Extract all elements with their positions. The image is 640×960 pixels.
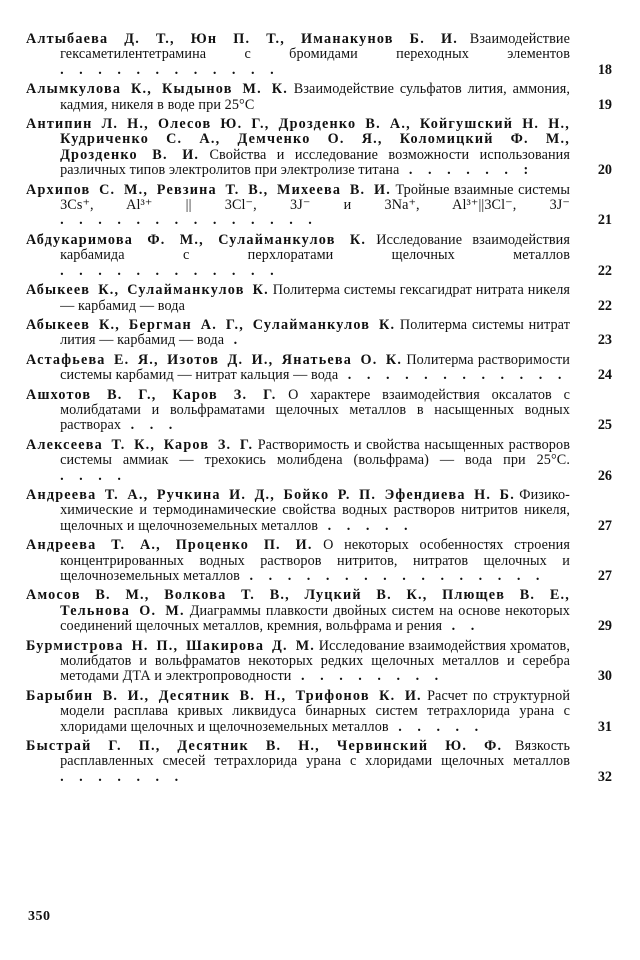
dot-leader: . . . . xyxy=(60,467,127,484)
dot-leader: . . . . . . . xyxy=(60,768,185,785)
toc-entry xyxy=(26,353,612,384)
entry-authors: Абдукаримова Ф. М., Сулайманкулов К. xyxy=(26,231,367,248)
entry-title: Расчет по структурной модели расплава кривых ликвидуса бинарных систем тетрахлорида урана с хлоридами щелочных и щелочноземельных металлов xyxy=(60,687,571,735)
toc-entry xyxy=(26,283,612,314)
entry-title: Взаимодействие сульфатов лития, аммония, кадмия, никеля в воде при 25°С xyxy=(60,81,571,113)
entry-title: Тройные взаимные системы 3Cs⁺, Al³⁺ || 3Cl⁻, 3J⁻ и 3Na⁺, Al³⁺||3Cl⁻, 3J⁻ xyxy=(60,181,570,214)
toc-entry-text xyxy=(26,353,570,384)
entry-page-number: 32 xyxy=(597,768,612,785)
entry-title: Исследование взаимодействия хроматов, молибдатов и вольфраматов некоторых редких щелочных металлов и серебра методами ДТА и электропроводности xyxy=(60,637,570,685)
toc-entry-text xyxy=(26,183,570,229)
entry-page-number: 24 xyxy=(597,367,612,384)
entry-authors: Антипин Л. Н., Олесов Ю. Г., Дрозденко В. А., Койгушский Н. Н., Кудриченко С. А., Демченко О. Я., Коломицкий Ф. М., Дрозденко В. И. xyxy=(26,116,570,163)
entry-authors: Амосов В. М., Волкова Т. В., Луцкий В. К., Плющев В. Е., Тельнова О. М. xyxy=(26,587,570,619)
dot-leader: . xyxy=(224,332,244,349)
toc-entry xyxy=(26,538,612,584)
dot-leader: . . xyxy=(442,618,481,635)
dot-leader: . . . xyxy=(121,417,179,434)
entry-page-number: 29 xyxy=(597,618,612,635)
toc-entry-text xyxy=(26,538,570,584)
toc-entry xyxy=(26,739,612,785)
entry-title: Свойства и исследование возможности использования различных типов электролитов при электролизе титана xyxy=(60,146,571,179)
toc-entry xyxy=(26,233,612,279)
toc-entry xyxy=(26,318,612,349)
entry-page-number: 19 xyxy=(597,96,612,113)
entry-authors: Бурмистрова Н. П., Шакирова Д. М. xyxy=(26,637,316,654)
toc-entry-text xyxy=(26,117,570,179)
dot-leader: . . . . . . : xyxy=(399,162,535,179)
toc-entry xyxy=(26,639,612,685)
entry-authors: Архипов С. М., Ревзина Т. В., Михеева В. И. xyxy=(26,181,391,198)
dot-leader: . . . . . . . . . . . . . . xyxy=(60,212,318,229)
dot-leader: . . . . . . . . . . . . xyxy=(60,262,280,279)
entry-page-number: 22 xyxy=(597,297,612,314)
entry-authors: Алтыбаева Д. Т., Юн П. Т., Иманакунов Б. И. xyxy=(26,31,458,47)
toc-entry xyxy=(26,82,612,113)
entry-title: Политерма системы нитрат лития — карбамид — вода xyxy=(60,316,570,349)
table-of-contents xyxy=(26,32,612,789)
toc-entry xyxy=(26,488,612,534)
dot-leader: . . . . . . . . . . . . . . . . xyxy=(239,568,546,584)
toc-entry-text xyxy=(26,689,570,735)
entry-title: Политерма растворимости системы карбамид — нитрат кальция — вода xyxy=(60,351,571,384)
entry-title: Исследование взаимодействия карбамида с перхлоратами щелочных металлов xyxy=(60,231,570,264)
entry-authors: Абыкеев К., Бергман А. Г., Сулайманкулов К. xyxy=(26,316,396,333)
dot-leader: . . . . . . . . . . . . xyxy=(60,61,280,78)
entry-page-number: 18 xyxy=(597,61,612,78)
entry-page-number: 23 xyxy=(597,332,612,349)
entry-page-number: 25 xyxy=(597,417,612,434)
toc-entry-text xyxy=(26,438,570,484)
entry-page-number: 27 xyxy=(597,568,612,584)
entry-authors: Алексеева Т. К., Каров З. Г. xyxy=(26,436,254,453)
toc-entry-text xyxy=(26,739,570,785)
dot-leader: . . . . . xyxy=(318,517,414,534)
entry-authors: Андреева Т. А., Ручкина И. Д., Бойко Р. П. Эфендиева Н. Б. xyxy=(26,486,515,503)
toc-entry-text xyxy=(26,488,570,534)
entry-title: Взаимодействие гексаметилентетрамина с бромидами переходных элементов xyxy=(60,31,570,63)
entry-authors: Барыбин В. И., Десятник В. Н., Трифонов К. И. xyxy=(26,687,422,704)
entry-title: Политерма системы гексагидрат нитрата никеля — карбамид — вода xyxy=(60,282,571,314)
toc-entry-text xyxy=(26,32,570,78)
toc-entry-text xyxy=(26,639,570,685)
entry-authors: Ашхотов В. Г., Каров З. Г. xyxy=(26,386,277,403)
entry-title: Физико-химические и термодинамические свойства водных растворов нитритов никеля, щелочных и щелочноземельных металлов xyxy=(60,486,570,534)
page-folio-number: 350 xyxy=(28,909,51,924)
toc-entry xyxy=(26,588,612,634)
entry-title: Вязкость расплавленных смесей тетрахлорида урана с хлоридами щелочных металлов xyxy=(60,738,571,770)
toc-entry-text xyxy=(26,318,570,349)
entry-title: О характере взаимодействия оксалатов с молибдатами и вольфраматами щелочных металлов в насыщенных водных растворах xyxy=(60,386,571,434)
entry-page-number: 22 xyxy=(597,262,612,279)
toc-entry-text xyxy=(26,82,570,113)
toc-entry xyxy=(26,117,612,179)
toc-entry xyxy=(26,388,612,434)
toc-entry-text xyxy=(26,388,570,434)
toc-entry xyxy=(26,183,612,229)
entry-authors: Алымкулова К., Кыдынов М. К. xyxy=(26,81,289,98)
toc-entry-text xyxy=(26,233,570,279)
entry-page-number: 21 xyxy=(597,212,612,229)
entry-title: Растворимость и свойства насыщенных растворов системы аммиак — трехокись молибдена (вольфрама) — вода при 25°С. xyxy=(60,436,570,469)
entry-page-number: 31 xyxy=(597,718,612,735)
entry-page-number: 20 xyxy=(597,162,612,179)
entry-authors: Быстрай Г. П., Десятник В. Н., Червинский Ю. Ф. xyxy=(26,738,503,755)
dot-leader: . . . . . . . . . . . . xyxy=(338,367,568,384)
toc-entry xyxy=(26,32,612,78)
entry-title: О некоторых особенностях строения концентрированных водных растворов нитритов, нитратов щелочных и щелочноземельных металлов xyxy=(60,537,570,584)
toc-entry-text xyxy=(26,588,570,634)
dot-leader: . . . . . . . . xyxy=(291,668,445,685)
toc-entry xyxy=(26,438,612,484)
entry-authors: Абыкеев К., Сулайманкулов К. xyxy=(26,282,269,299)
entry-authors: Астафьева Е. Я., Изотов Д. И., Янатьева О. К. xyxy=(26,351,403,368)
toc-entry xyxy=(26,689,612,735)
entry-title: Диаграммы плавкости двойных систем на основе некоторых соединений щелочных металлов, кремния, вольфрама и рения xyxy=(60,602,570,635)
entry-page-number: 30 xyxy=(597,668,612,685)
entry-authors: Андреева Т. А., Проценко П. И. xyxy=(26,537,313,554)
entry-page-number: 26 xyxy=(597,467,612,484)
dot-leader: . . . . . xyxy=(388,718,485,735)
entry-page-number: 27 xyxy=(597,517,612,534)
toc-entry-text xyxy=(26,283,570,314)
